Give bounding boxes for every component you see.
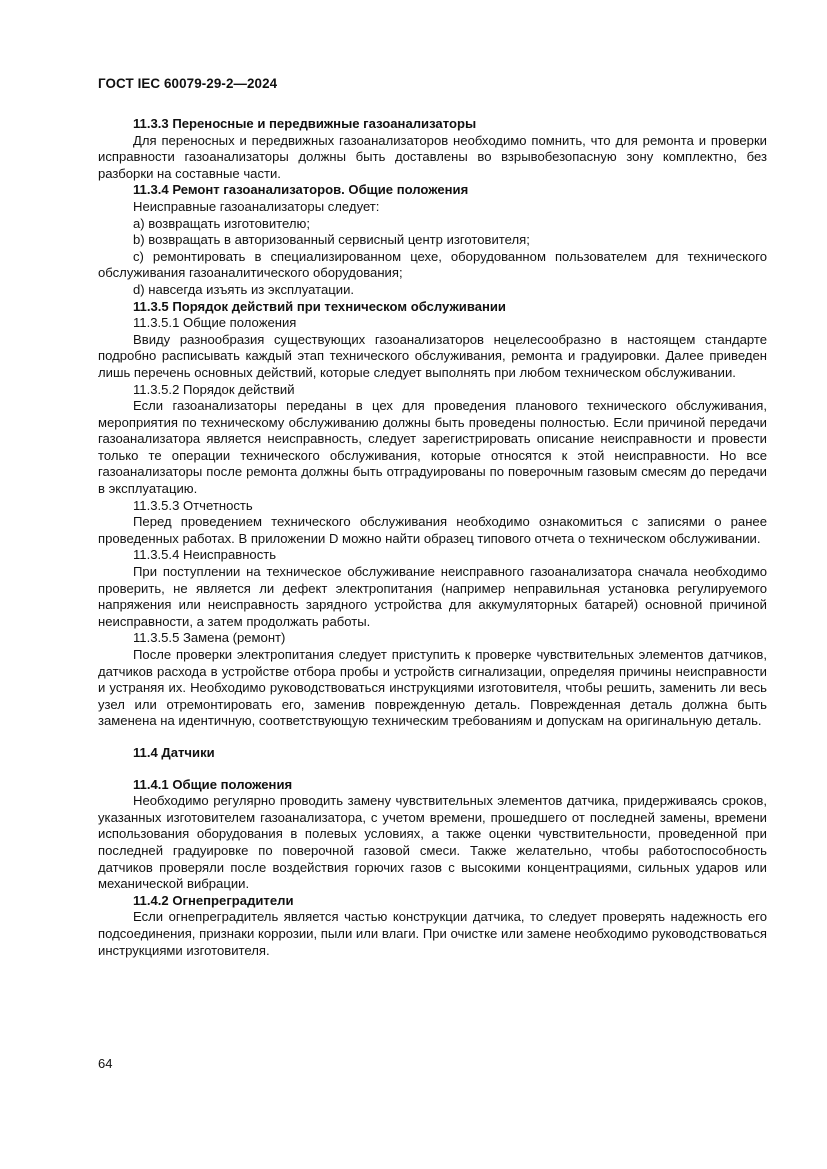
- subheading-11-3-5-1: 11.3.5.1 Общие положения: [133, 315, 297, 331]
- paragraph: Если огнепреградитель является частью конструкции датчика, то следует проверять надежность его подсоединения, признаки коррозии, пыли или влаги. При очистке или замене необходимо руководствоваться инструкциями изготовителя.: [98, 909, 767, 958]
- list-item: b) возвращать в авторизованный сервисный центр изготовителя;: [133, 232, 530, 248]
- document-header: ГОСТ IEC 60079-29-2—2024: [98, 76, 278, 91]
- heading-11-3-5: 11.3.5 Порядок действий при техническом обслуживании: [133, 298, 506, 314]
- paragraph: При поступлении на техническое обслуживание неисправного газоанализатора сначала необходимо проверить, не является ли дефект электропитания (например неправильная установка регулируемого напряжения или неисправность зарядного устройства для аккумуляторных батарей) основной причиной неисправности, а затем продолжать работы.: [98, 564, 767, 629]
- heading-11-3-3: 11.3.3 Переносные и передвижные газоанализаторы: [133, 116, 477, 131]
- heading-11-4: 11.4 Датчики: [133, 744, 215, 760]
- subheading-11-3-5-5: 11.3.5.5 Замена (ремонт): [133, 630, 286, 646]
- paragraph: Перед проведением технического обслуживания необходимо ознакомиться с записями о ранее проведенных работах. В приложении D можно найти образец типового отчета о техническом обслуживании.: [98, 514, 767, 546]
- paragraph: Если газоанализаторы переданы в цех для проведения планового технического обслуживания, мероприятия по техническому обслуживанию должны быть проведены полностью. Если причиной передачи газоанализатора является неисправность, следует зарегистрировать описание неисправности и провести только те операции технического обслуживания, которые относятся к этой неисправности. Но все газоанализаторы после ремонта должны быть отградуированы по поверочным газовым смесям до передачи в эксплуатацию.: [98, 398, 767, 497]
- paragraph: Неисправные газоанализаторы следует:: [133, 198, 380, 214]
- heading-11-4-2: 11.4.2 Огнепреградители: [133, 892, 294, 908]
- page-number: 64: [98, 1056, 113, 1071]
- paragraph: После проверки электропитания следует приступить к проверке чувствительных элементов датчиков, датчиков расхода в устройстве отбора пробы и устройств сигнализации, определяя причины неисправности и устраняя их. Необходимо руководствоваться инструкциями изготовителя, чтобы решить, заменить ли весь узел или отремонтировать его, заменив поврежденную деталь. Поврежденная деталь должна быть заменена на идентичную, соответствующую техническим требованиям и допускам на оригинальную деталь.: [98, 647, 767, 729]
- list-item: c) ремонтировать в специализированном цехе, оборудованном пользователем для технического обслуживания газоаналитического оборудования;: [98, 248, 767, 281]
- subheading-11-3-5-4: 11.3.5.4 Неисправность: [133, 547, 277, 563]
- document-body: [98, 116, 767, 959]
- subheading-11-3-5-3: 11.3.5.3 Отчетность: [133, 497, 253, 513]
- paragraph: Необходимо регулярно проводить замену чувствительных элементов датчика, придерживаясь сроков, указанных изготовителем газоанализатора, с учетом времени, прошедшего от последней замены, времени использования оборудования в полевых условиях, а также оценки чувствительности, проведенной при последней градуировке по поверочной газовой смеси. Также желательно, чтобы работоспособность датчиков проверяли после воздействия горючих газов с высокими концентрациями, сильных ударов или механической вибрации.: [98, 793, 767, 892]
- paragraph: Ввиду разнообразия существующих газоанализаторов нецелесообразно в настоящем стандарте подробно расписывать каждый этап технического обслуживания, ремонта и градуировки. Далее приведен лишь перечень основных действий, которые следует выполнять при любом техническом обслуживании.: [98, 331, 767, 380]
- subheading-11-3-5-2: 11.3.5.2 Порядок действий: [133, 381, 295, 397]
- heading-11-4-1: 11.4.1 Общие положения: [133, 776, 293, 792]
- heading-11-3-4: 11.3.4 Ремонт газоанализаторов. Общие положения: [133, 182, 469, 198]
- list-item: a) возвращать изготовителю;: [133, 215, 310, 231]
- paragraph: Для переносных и передвижных газоанализаторов необходимо помнить, что для ремонта и проверки исправности газоанализаторы должны быть доставлены во взрывобезопасную зону комплектно, без разборки на составные части.: [98, 132, 767, 181]
- list-item: d) навсегда изъять из эксплуатации.: [133, 281, 355, 297]
